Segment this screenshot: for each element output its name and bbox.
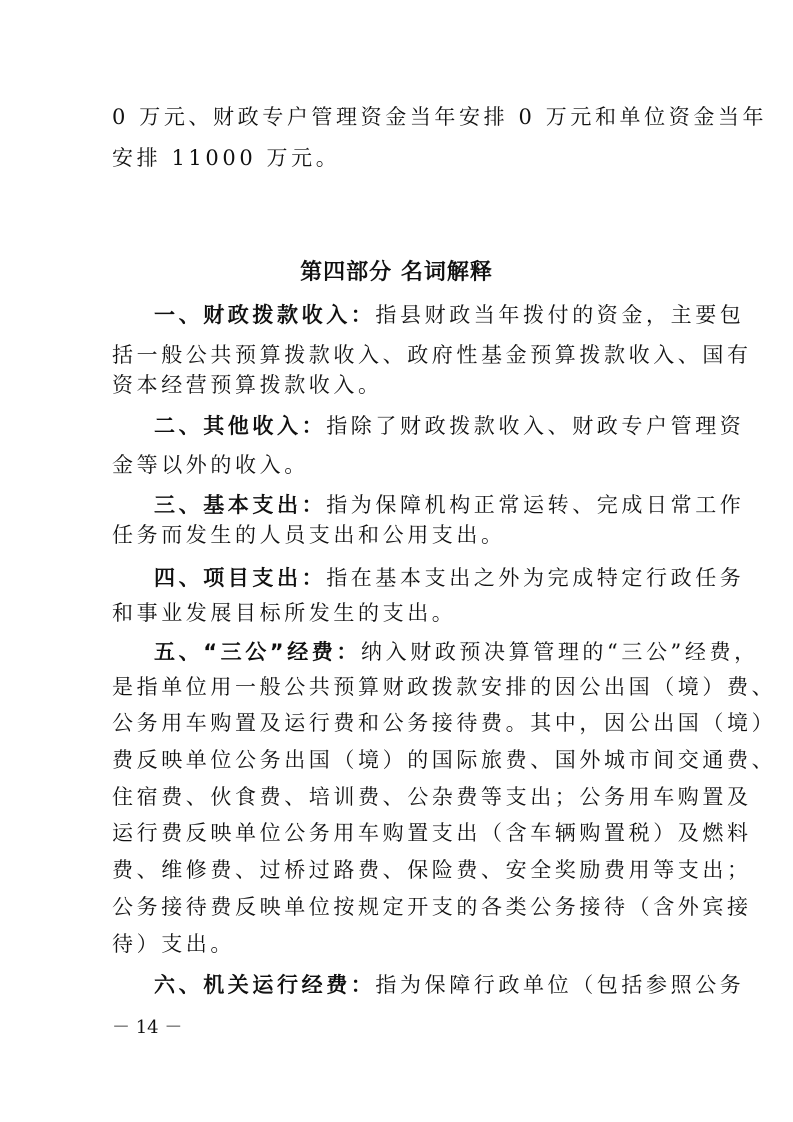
term-2-title: 二、其他收入： bbox=[154, 414, 327, 438]
page-number: － 14 － bbox=[112, 1017, 183, 1038]
term-5-line-6: 运行费反映单位公务用车购置支出（含车辆购置税）及燃料 bbox=[112, 821, 752, 845]
term-1-title: 一、财政拨款收入： bbox=[154, 303, 376, 327]
term-3-line-1: 三、基本支出：指为保障机构正常运转、完成日常工作 bbox=[154, 493, 745, 517]
term-5-title: 五、“三公”经费： bbox=[154, 640, 362, 664]
term-6-line-1: 六、机关运行经费：指为保障行政单位（包括参照公务 bbox=[154, 973, 745, 997]
term-5-line-2: 是指单位用一般公共预算财政拨款安排的因公出国（境）费、 bbox=[112, 675, 777, 699]
term-5-line-1: 五、“三公”经费：纳入财政预决算管理的“三公”经费， bbox=[154, 640, 759, 664]
section-title: 第四部分 名词解释 bbox=[300, 260, 493, 285]
term-5-line-9: 待）支出。 bbox=[112, 932, 235, 956]
term-4-line-2: 和事业发展目标所发生的支出。 bbox=[112, 601, 457, 625]
term-3-line-2: 任务而发生的人员支出和公用支出。 bbox=[112, 523, 506, 547]
term-5-line-7: 费、维修费、过桥过路费、保险费、安全奖励费用等支出； bbox=[112, 858, 752, 882]
term-4-title: 四、项目支出： bbox=[154, 566, 327, 590]
term-6-title: 六、机关运行经费： bbox=[154, 973, 376, 997]
term-1-line-2: 括一般公共预算拨款收入、政府性基金预算拨款收入、国有 bbox=[112, 343, 752, 367]
term-5-line-5: 住宿费、伙食费、培训费、公杂费等支出；公务用车购置及 bbox=[112, 785, 752, 809]
term-1-line-3: 资本经营预算拨款收入。 bbox=[112, 373, 383, 397]
term-5-line-8: 公务接待费反映单位按规定开支的各类公务接待（含外宾接 bbox=[112, 895, 752, 919]
intro-line-1: 0 万元、财政专户管理资金当年安排 0 万元和单位资金当年 bbox=[112, 105, 768, 129]
term-5-line-4: 费反映单位公务出国（境）的国际旅费、国外城市间交通费、 bbox=[112, 748, 777, 772]
term-3-title: 三、基本支出： bbox=[154, 493, 327, 517]
term-2-line-1: 二、其他收入：指除了财政拨款收入、财政专户管理资 bbox=[154, 414, 745, 438]
term-5-line-3: 公务用车购置及运行费和公务接待费。其中，因公出国（境） bbox=[112, 711, 777, 735]
term-2-line-2: 金等以外的收入。 bbox=[112, 453, 309, 477]
term-4-line-1: 四、项目支出：指在基本支出之外为完成特定行政任务 bbox=[154, 566, 745, 590]
intro-line-2: 安排 11000 万元。 bbox=[112, 146, 341, 170]
term-1-line-1: 一、财政拨款收入：指县财政当年拨付的资金，主要包 bbox=[154, 303, 745, 327]
